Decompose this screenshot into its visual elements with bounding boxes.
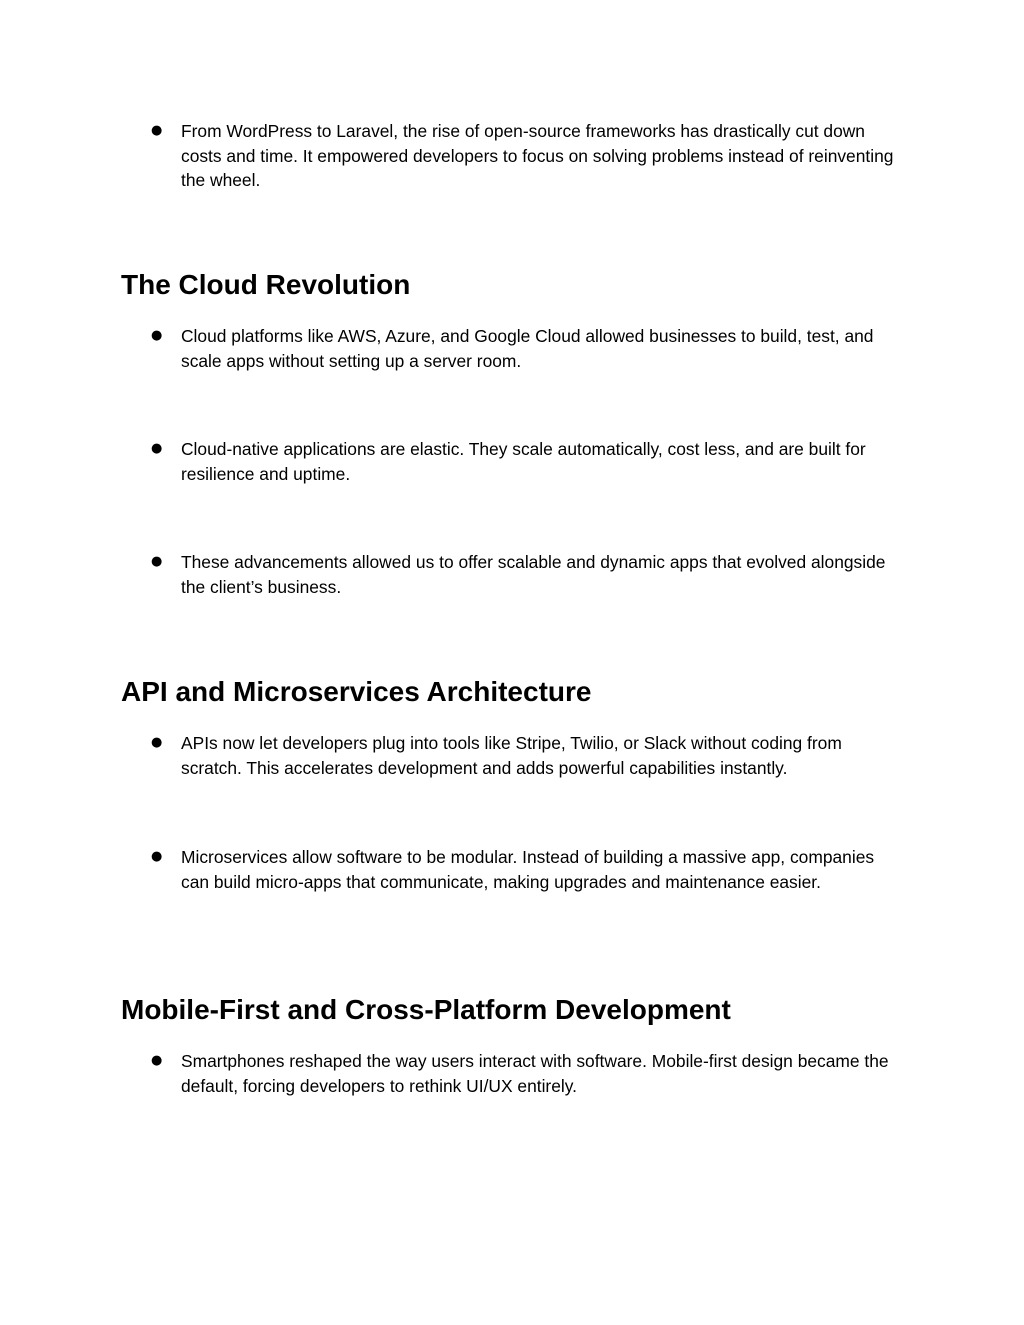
bullet-icon: ● — [151, 123, 163, 138]
list-item-text: These advancements allowed us to offer scalable and dynamic apps that evolved alongside the client’s business. — [181, 552, 886, 597]
list-item-text: From WordPress to Laravel, the rise of open-source frameworks has drastically cut down costs and time. It empowered developers to focus on solving problems instead of reinventing the wheel. — [181, 121, 894, 190]
list-item-text: Smartphones reshaped the way users interact with software. Mobile-first design became the default, forcing developers to rethink UI/UX entirely. — [181, 1051, 889, 1096]
bullet-icon: ● — [151, 554, 163, 569]
list-item-text: Cloud-native applications are elastic. They scale automatically, cost less, and are built for resilience and uptime. — [181, 439, 866, 484]
section-heading-cloud-revolution: The Cloud Revolution — [121, 269, 411, 300]
bullet-icon: ● — [151, 441, 163, 456]
list-item-text: Microservices allow software to be modular. Instead of building a massive app, companies can build micro-apps that communicate, making upgrades and maintenance easier. — [181, 847, 875, 892]
section-heading-mobile-first: Mobile-First and Cross-Platform Development — [121, 994, 731, 1025]
bullet-icon: ● — [151, 328, 163, 343]
bullet-icon: ● — [151, 849, 163, 864]
list-item-text: Cloud platforms like AWS, Azure, and Google Cloud allowed businesses to build, test, and scale apps without setting up a server room. — [181, 326, 874, 371]
list-item-text: APIs now let developers plug into tools like Stripe, Twilio, or Slack without coding from scratch. This accelerates development and adds powerful capabilities instantly. — [181, 733, 842, 778]
bullet-icon: ● — [151, 735, 163, 750]
bullet-icon: ● — [151, 1053, 163, 1068]
section-heading-api-microservices: API and Microservices Architecture — [121, 676, 592, 707]
